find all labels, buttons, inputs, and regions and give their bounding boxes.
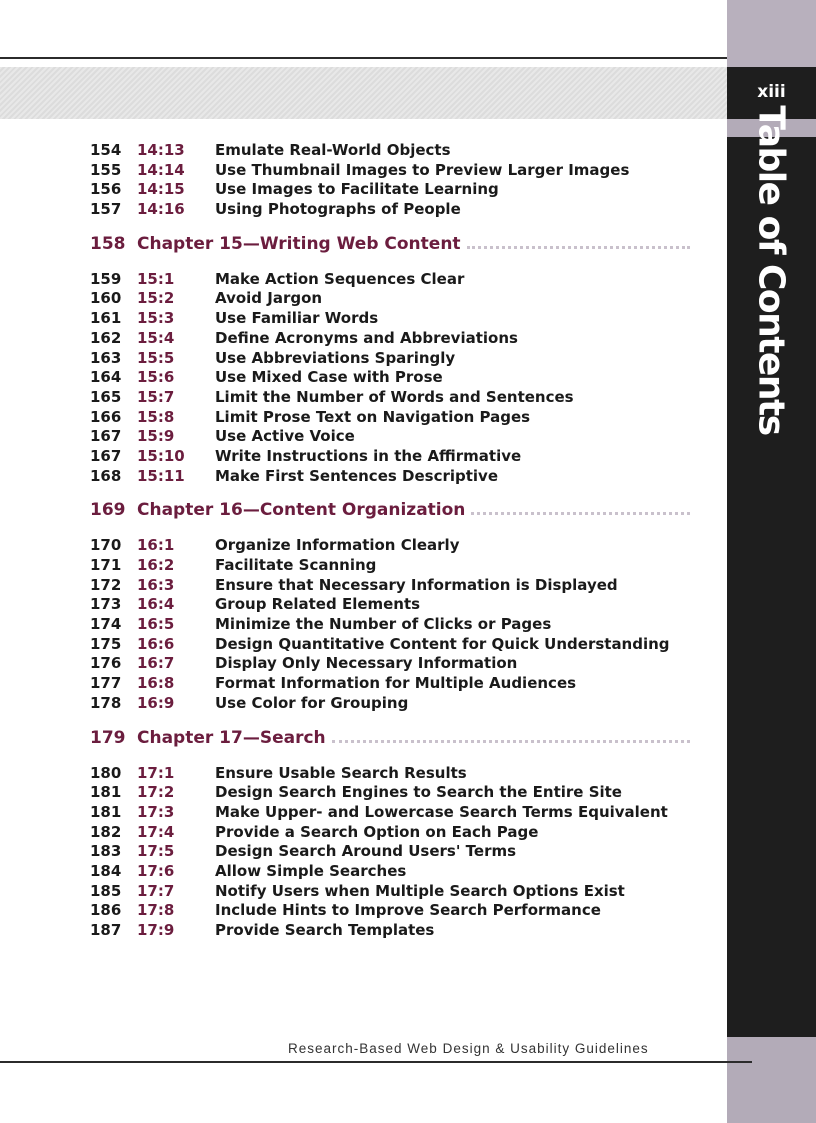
guideline-number: 16:3 <box>137 575 175 594</box>
row-page-number: 167 <box>90 446 122 465</box>
row-page-number: 176 <box>90 654 122 673</box>
footer-text: Research-Based Web Design & Usability Guidelines <box>288 1041 649 1056</box>
row-page-number: 177 <box>90 674 122 693</box>
row-page-number: 183 <box>90 842 122 861</box>
guideline-title: Group Related Elements <box>215 595 421 614</box>
guideline-title: Design Search Engines to Search the Entire Site <box>215 783 622 802</box>
row-page-number: 171 <box>90 556 122 574</box>
guideline-title: Design Search Around Users' Terms <box>215 842 517 861</box>
guideline-title: Ensure that Necessary Information is Displayed <box>215 575 618 594</box>
guideline-number: 15:3 <box>137 309 175 328</box>
toc-row <box>90 427 690 447</box>
guideline-title: Use Mixed Case with Prose <box>215 368 443 387</box>
guideline-number: 17:2 <box>137 783 175 802</box>
guideline-number: 15:8 <box>137 407 175 426</box>
guideline-number: 16:9 <box>137 693 175 712</box>
guideline-title: Use Thumbnail Images to Preview Larger Images <box>215 160 630 179</box>
guideline-title: Use Familiar Words <box>215 309 379 328</box>
toc-row <box>90 842 690 862</box>
toc-row <box>90 270 690 290</box>
guideline-number: 17:3 <box>137 802 175 821</box>
row-page-number: 178 <box>90 693 122 712</box>
guideline-title: Use Images to Facilitate Learning <box>215 180 499 199</box>
guideline-number: 14:13 <box>137 141 185 159</box>
row-page-number: 160 <box>90 289 122 308</box>
guideline-number: 17:5 <box>137 842 175 861</box>
guideline-number: 17:1 <box>137 763 175 782</box>
dot-leader <box>332 726 690 743</box>
toc-row <box>90 654 690 674</box>
toc-row <box>90 161 690 181</box>
toc-row <box>90 141 690 161</box>
guideline-number: 15:9 <box>137 427 175 446</box>
guideline-title: Use Active Voice <box>215 427 355 446</box>
row-page-number: 162 <box>90 328 122 347</box>
row-page-number: 180 <box>90 763 122 782</box>
toc-row <box>90 408 690 428</box>
row-page-number: 170 <box>90 536 122 555</box>
guideline-title: Limit Prose Text on Navigation Pages <box>215 407 531 426</box>
chapter-title: Chapter 15—Writing Web Content <box>137 233 461 254</box>
toc-row <box>90 289 690 309</box>
toc-row <box>90 635 690 655</box>
guideline-title: Avoid Jargon <box>215 289 323 308</box>
chapter-page-number: 169 <box>90 500 126 521</box>
toc-row <box>90 823 690 843</box>
toc-row <box>90 200 690 220</box>
toc-row <box>90 901 690 921</box>
toc-row <box>90 674 690 694</box>
guideline-title: Include Hints to Improve Search Performance <box>215 901 601 920</box>
toc-row <box>90 694 690 714</box>
row-page-number: 186 <box>90 901 122 920</box>
row-page-number: 161 <box>90 309 122 328</box>
guideline-number: 14:14 <box>137 160 185 179</box>
toc-row <box>90 388 690 408</box>
guideline-number: 16:6 <box>137 634 175 653</box>
toc-row <box>90 467 690 487</box>
toc-row <box>90 862 690 882</box>
toc-row <box>90 349 690 369</box>
table-of-contents <box>90 141 690 941</box>
guideline-number: 17:9 <box>137 921 175 939</box>
row-page-number: 181 <box>90 802 122 821</box>
row-page-number: 174 <box>90 615 122 634</box>
toc-row <box>90 576 690 596</box>
section-title: Table of Contents <box>750 105 792 435</box>
guideline-number: 16:2 <box>137 556 175 574</box>
chapter-title: Chapter 16—Content Organization <box>137 500 466 521</box>
row-page-number: 185 <box>90 881 122 900</box>
guideline-title: Facilitate Scanning <box>215 556 377 574</box>
dot-leader <box>467 232 690 249</box>
guideline-number: 15:11 <box>137 466 185 485</box>
row-page-number: 156 <box>90 180 122 199</box>
row-page-number: 167 <box>90 427 122 446</box>
guideline-number: 15:1 <box>137 269 175 288</box>
guideline-title: Provide Search Templates <box>215 921 435 939</box>
toc-row <box>90 803 690 823</box>
guideline-number: 16:5 <box>137 615 175 634</box>
guideline-title: Minimize the Number of Clicks or Pages <box>215 615 552 634</box>
chapter-heading <box>90 232 690 257</box>
guideline-title: Limit the Number of Words and Sentences <box>215 387 574 406</box>
guideline-number: 16:4 <box>137 595 175 614</box>
row-page-number: 166 <box>90 407 122 426</box>
guideline-number: 15:7 <box>137 387 175 406</box>
toc-row <box>90 329 690 349</box>
row-page-number: 164 <box>90 368 122 387</box>
guideline-number: 17:8 <box>137 901 175 920</box>
toc-row <box>90 368 690 388</box>
row-page-number: 181 <box>90 783 122 802</box>
guideline-number: 15:6 <box>137 368 175 387</box>
guideline-number: 17:7 <box>137 881 175 900</box>
chapter-heading <box>90 726 690 751</box>
bottom-rule <box>0 1061 752 1063</box>
toc-row <box>90 921 690 941</box>
top-rule <box>0 57 752 59</box>
guideline-number: 14:16 <box>137 200 185 219</box>
chapter-heading <box>90 498 690 523</box>
toc-row <box>90 764 690 784</box>
dot-leader <box>471 498 690 515</box>
row-page-number: 168 <box>90 466 122 485</box>
guideline-number: 15:4 <box>137 328 175 347</box>
toc-row <box>90 180 690 200</box>
toc-row <box>90 536 690 556</box>
row-page-number: 182 <box>90 822 122 841</box>
toc-row <box>90 309 690 329</box>
guideline-number: 16:7 <box>137 654 175 673</box>
guideline-title: Define Acronyms and Abbreviations <box>215 328 518 347</box>
guideline-title: Make Action Sequences Clear <box>215 269 465 288</box>
guideline-number: 16:1 <box>137 536 175 555</box>
guideline-title: Ensure Usable Search Results <box>215 763 467 782</box>
row-page-number: 159 <box>90 269 122 288</box>
guideline-title: Allow Simple Searches <box>215 861 407 880</box>
toc-row <box>90 783 690 803</box>
guideline-title: Design Quantitative Content for Quick Understanding <box>215 634 670 653</box>
row-page-number: 173 <box>90 595 122 614</box>
toc-row <box>90 595 690 615</box>
row-page-number: 187 <box>90 921 122 939</box>
guideline-number: 17:4 <box>137 822 175 841</box>
row-page-number: 165 <box>90 387 122 406</box>
guideline-title: Write Instructions in the Affirmative <box>215 446 522 465</box>
guideline-title: Emulate Real-World Objects <box>215 141 451 159</box>
page-number: xiii <box>757 82 786 102</box>
guideline-title: Use Color for Grouping <box>215 693 409 712</box>
toc-row <box>90 882 690 902</box>
guideline-number: 16:8 <box>137 674 175 693</box>
guideline-number: 15:2 <box>137 289 175 308</box>
row-page-number: 157 <box>90 200 122 219</box>
row-page-number: 172 <box>90 575 122 594</box>
chapter-page-number: 179 <box>90 727 126 748</box>
guideline-title: Using Photographs of People <box>215 200 461 219</box>
chapter-title: Chapter 17—Search <box>137 727 326 748</box>
guideline-title: Display Only Necessary Information <box>215 654 518 673</box>
header-band <box>0 67 727 119</box>
guideline-number: 15:5 <box>137 348 175 367</box>
row-page-number: 184 <box>90 861 122 880</box>
guideline-title: Organize Information Clearly <box>215 536 460 555</box>
row-page-number: 155 <box>90 160 122 179</box>
row-page-number: 154 <box>90 141 122 159</box>
toc-row <box>90 447 690 467</box>
side-tab-top <box>727 0 816 67</box>
guideline-number: 17:6 <box>137 861 175 880</box>
toc-row <box>90 556 690 576</box>
guideline-title: Notify Users when Multiple Search Options Exist <box>215 881 625 900</box>
guideline-title: Make Upper- and Lowercase Search Terms Equivalent <box>215 802 668 821</box>
chapter-page-number: 158 <box>90 233 126 254</box>
guideline-title: Use Abbreviations Sparingly <box>215 348 456 367</box>
side-tab <box>727 0 816 1123</box>
row-page-number: 175 <box>90 634 122 653</box>
guideline-title: Make First Sentences Descriptive <box>215 466 499 485</box>
guideline-number: 15:10 <box>137 446 185 465</box>
guideline-number: 14:15 <box>137 180 185 199</box>
toc-row <box>90 615 690 635</box>
row-page-number: 163 <box>90 348 122 367</box>
guideline-title: Provide a Search Option on Each Page <box>215 822 539 841</box>
guideline-title: Format Information for Multiple Audiences <box>215 674 577 693</box>
